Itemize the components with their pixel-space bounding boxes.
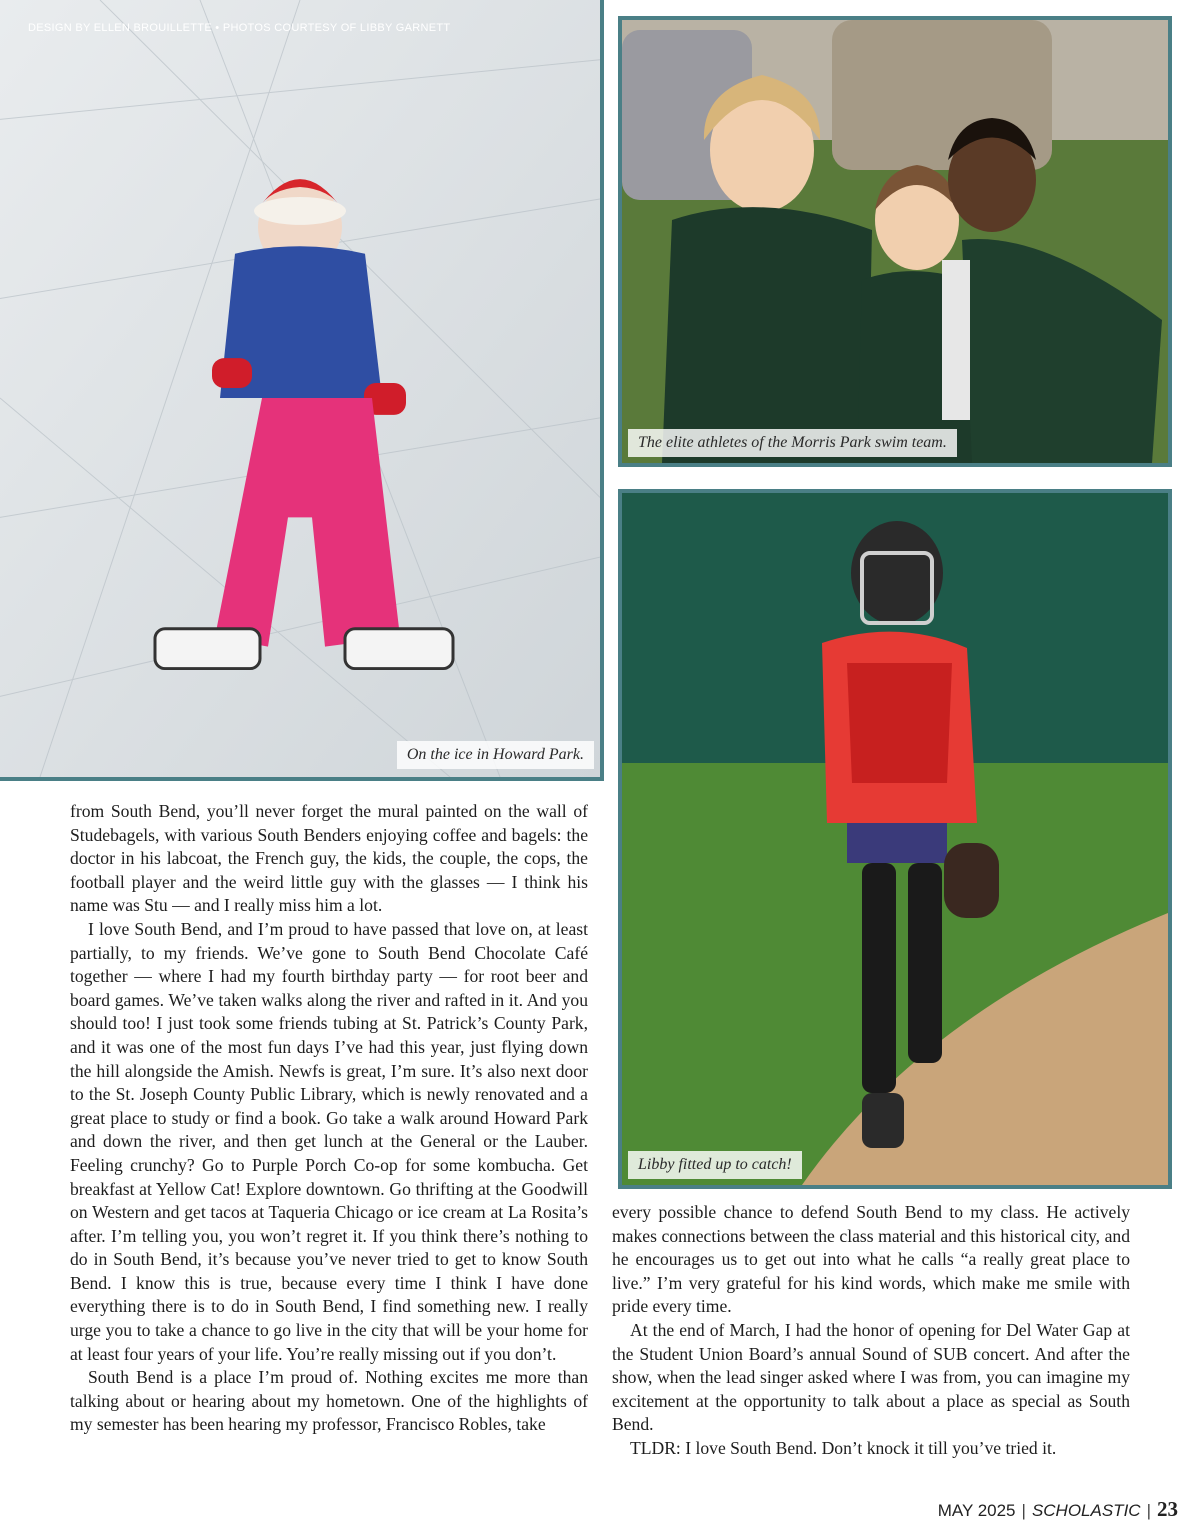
folio-month: MAY 2025	[937, 1501, 1016, 1520]
ice-photo-image	[0, 0, 600, 777]
photo-credit: DESIGN BY ELLEN BROUILLETTE • PHOTOS COURTESY OF LIBBY GARNETT	[28, 22, 451, 34]
right-column	[612, 1201, 1130, 1461]
swim-team-photo	[618, 16, 1172, 467]
left-column	[70, 800, 588, 1437]
swim-team-photo-image	[622, 20, 1168, 463]
paragraph: from South Bend, you’ll never forget the mural painted on the wall of Studebagels, with various South Benders enjoying coffee and bagels: the doctor in his labcoat, the French guy, the kids, the couple, the cops, the football player and the weird little guy with the glasses — I think his name was Stu — and I really miss him a lot.	[70, 801, 588, 916]
catcher-photo	[618, 489, 1172, 1189]
paragraph: At the end of March, I had the honor of opening for Del Water Gap at the Student Union Board’s annual Sound of SUB concert. And after the show, when the lead singer asked where I was from, you can imagine my excitement at the opportunity to talk about a place as special as South Bend.	[612, 1319, 1130, 1435]
ice-photo	[0, 0, 604, 781]
page-folio: MAY 2025 | SCHOLASTIC | 23	[937, 1497, 1178, 1521]
swim-team-photo-caption: The elite athletes of the Morris Park swim team.	[628, 429, 957, 457]
paragraph: every possible chance to defend South Bend to my class. He actively makes connections between the class material and this historical city, and he encourages us to get out into what he calls “a really great place to live.” I’m very grateful for his kind words, which make me smile with pride every time.	[612, 1202, 1130, 1317]
paragraph: TLDR: I love South Bend. Don’t knock it till you’ve tried it.	[630, 1437, 1057, 1458]
catcher-photo-image	[622, 493, 1168, 1185]
paragraph: I love South Bend, and I’m proud to have passed that love on, at least partially, to my friends. We’ve gone to South Bend Chocolate Café together — where I had my fourth birthday party — for root beer and board games. We’ve taken walks along the river and rafted in it. And you should too! I just took some friends tubing at St. Patrick’s County Park, and it was one of the most fun days I’ve had this year, just flying down the hill alongside the Amish. Newfs is great, I’m sure. It’s also next door to the St. Joseph County Public Library, which is newly renovated and a great place to study or find a book. Go take a walk around Howard Park and down the river, and then get lunch at the General or the Lauber. Feeling crunchy? Go to Purple Porch Co-op for some kombucha. Get breakfast at Yellow Cat! Explore downtown. Go thrifting at the Goodwill on Western and get tacos at Taqueria Chicago or ice cream at La Rosita’s after. I’m telling you, you won’t regret it. If you think there’s nothing to do in South Bend, it’s because you’ve never tried to get to know South Bend. I know this is true, because every time I think I have done everything there is to do in South Bend, I find something new. I really urge you to take a chance to go live in the city that will be your home for at least four years of your life. You’re really missing out if you don’t.	[70, 918, 588, 1364]
paragraph: South Bend is a place I’m proud of. Nothing excites me more than talking about or hearing about my hometown. One of the highlights of my semester has been hearing my professor, Francisco Robles, take	[70, 1367, 588, 1435]
ice-photo-caption: On the ice in Howard Park.	[397, 741, 594, 769]
catcher-photo-caption: Libby fitted up to catch!	[628, 1151, 802, 1179]
folio-magazine: SCHOLASTIC	[1031, 1501, 1141, 1520]
page-number: 23	[1157, 1497, 1178, 1521]
